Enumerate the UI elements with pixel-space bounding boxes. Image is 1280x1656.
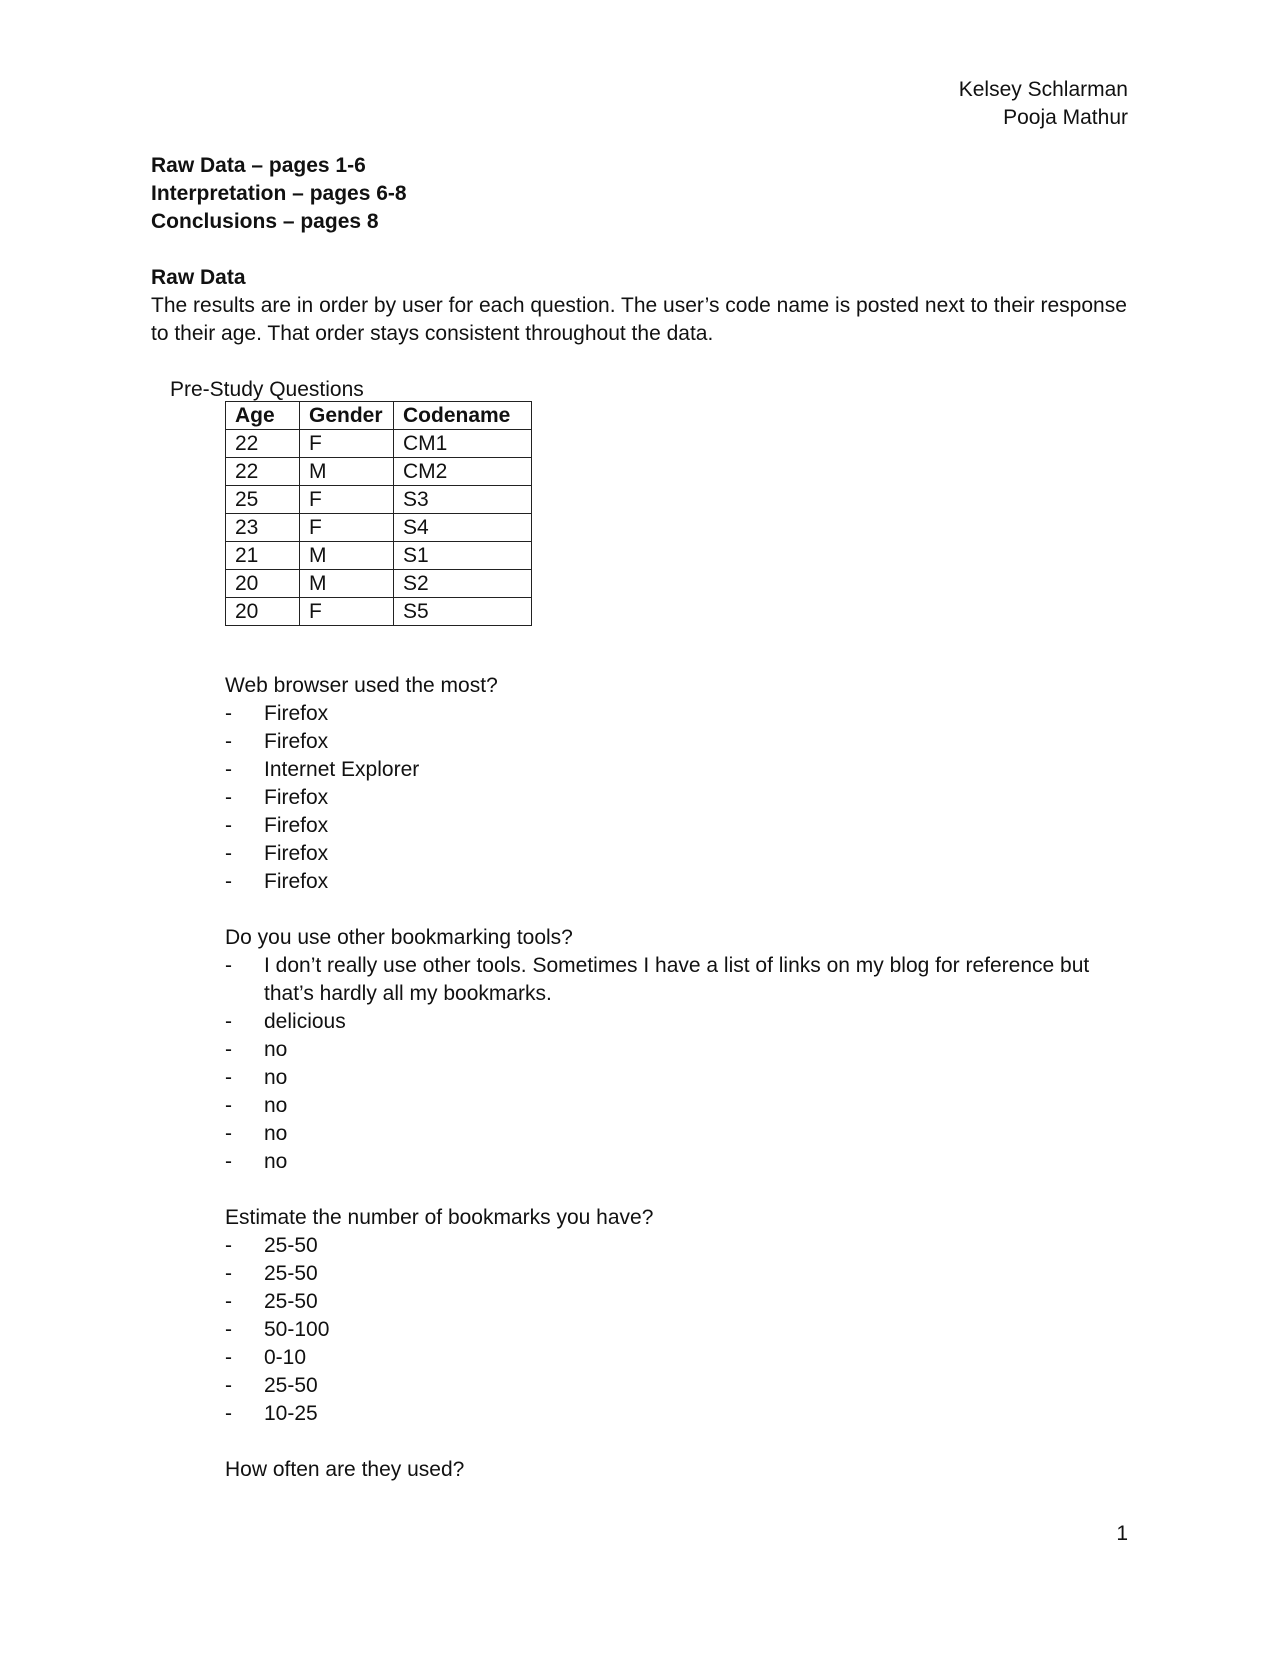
answer-list: [225, 1232, 1105, 1428]
cell-codename: CM1: [394, 430, 532, 458]
cell-age: 23: [226, 514, 300, 542]
cell-codename: S4: [394, 514, 532, 542]
cell-codename: S5: [394, 598, 532, 626]
answer-item: - 25-50: [225, 1288, 1105, 1316]
cell-codename: S2: [394, 570, 532, 598]
answer-item: - Firefox: [225, 700, 1105, 728]
raw-data-section: [151, 264, 1131, 348]
table-row: [226, 598, 532, 626]
cell-gender: M: [300, 542, 394, 570]
question-text: How often are they used?: [225, 1458, 465, 1481]
cell-gender: F: [300, 430, 394, 458]
table-row: [226, 514, 532, 542]
cell-gender: F: [300, 486, 394, 514]
table-row: [226, 486, 532, 514]
answer-item: - I don’t really use other tools. Sometimes I have a list of links on my blog for reference but that’s hardly all my bookmarks.: [225, 952, 1105, 1008]
cell-age: 22: [226, 458, 300, 486]
answer-item: - Firefox: [225, 868, 1105, 896]
answer-item: - no: [225, 1036, 1105, 1064]
table-row: [226, 570, 532, 598]
question-bookmark-count: [225, 1204, 1105, 1428]
answer-item: - 0-10: [225, 1344, 1105, 1372]
question-bookmarking-tools: [225, 924, 1105, 1176]
toc-entry: Interpretation – pages 6-8: [151, 182, 407, 205]
cell-codename: S3: [394, 486, 532, 514]
question-usage-frequency: [225, 1456, 1105, 1484]
cell-age: 25: [226, 486, 300, 514]
table-header-row: [226, 402, 532, 430]
author-name: Kelsey Schlarman: [958, 78, 1128, 101]
demographics-table: [225, 401, 532, 626]
answer-item: - 25-50: [225, 1372, 1105, 1400]
answer-item: - delicious: [225, 1008, 1105, 1036]
question-text: Do you use other bookmarking tools?: [225, 926, 573, 949]
answer-item: - no: [225, 1064, 1105, 1092]
header-gender: Gender: [300, 402, 394, 430]
page-number: 1: [1116, 1522, 1128, 1545]
answer-item: - 25-50: [225, 1232, 1105, 1260]
answer-list: [225, 700, 1105, 896]
toc-entry: Raw Data – pages 1-6: [151, 154, 366, 177]
cell-age: 20: [226, 598, 300, 626]
question-browser: [225, 672, 1105, 896]
answer-item: - Firefox: [225, 784, 1105, 812]
answer-list: [225, 952, 1105, 1176]
cell-gender: M: [300, 458, 394, 486]
answer-item: - no: [225, 1092, 1105, 1120]
answer-item: - Firefox: [225, 840, 1105, 868]
table-row: [226, 458, 532, 486]
answer-item: - 25-50: [225, 1260, 1105, 1288]
cell-codename: CM2: [394, 458, 532, 486]
cell-age: 21: [226, 542, 300, 570]
answer-item: - no: [225, 1120, 1105, 1148]
author-block: [959, 76, 1128, 132]
header-age: Age: [226, 402, 300, 430]
toc-entry: Conclusions – pages 8: [151, 210, 379, 233]
prestudy-label: Pre-Study Questions: [170, 378, 364, 401]
answer-item: - Internet Explorer: [225, 756, 1105, 784]
answer-item: - 10-25: [225, 1400, 1105, 1428]
cell-age: 22: [226, 430, 300, 458]
answer-item: - 50-100: [225, 1316, 1105, 1344]
answer-item: - Firefox: [225, 812, 1105, 840]
header-codename: Codename: [394, 402, 532, 430]
table-of-contents: [151, 152, 407, 236]
cell-age: 20: [226, 570, 300, 598]
section-heading: Raw Data: [151, 266, 246, 289]
cell-codename: S1: [394, 542, 532, 570]
answer-item: - no: [225, 1148, 1105, 1176]
cell-gender: M: [300, 570, 394, 598]
author-name: Pooja Mathur: [1003, 106, 1128, 129]
cell-gender: F: [300, 514, 394, 542]
table-row: [226, 542, 532, 570]
intro-paragraph: The results are in order by user for each question. The user’s code name is posted next to their response to their age. That order stays consistent throughout the data.: [151, 294, 1127, 345]
cell-gender: F: [300, 598, 394, 626]
table-row: [226, 430, 532, 458]
question-text: Estimate the number of bookmarks you have?: [225, 1206, 654, 1229]
question-text: Web browser used the most?: [225, 674, 498, 697]
answer-item: - Firefox: [225, 728, 1105, 756]
